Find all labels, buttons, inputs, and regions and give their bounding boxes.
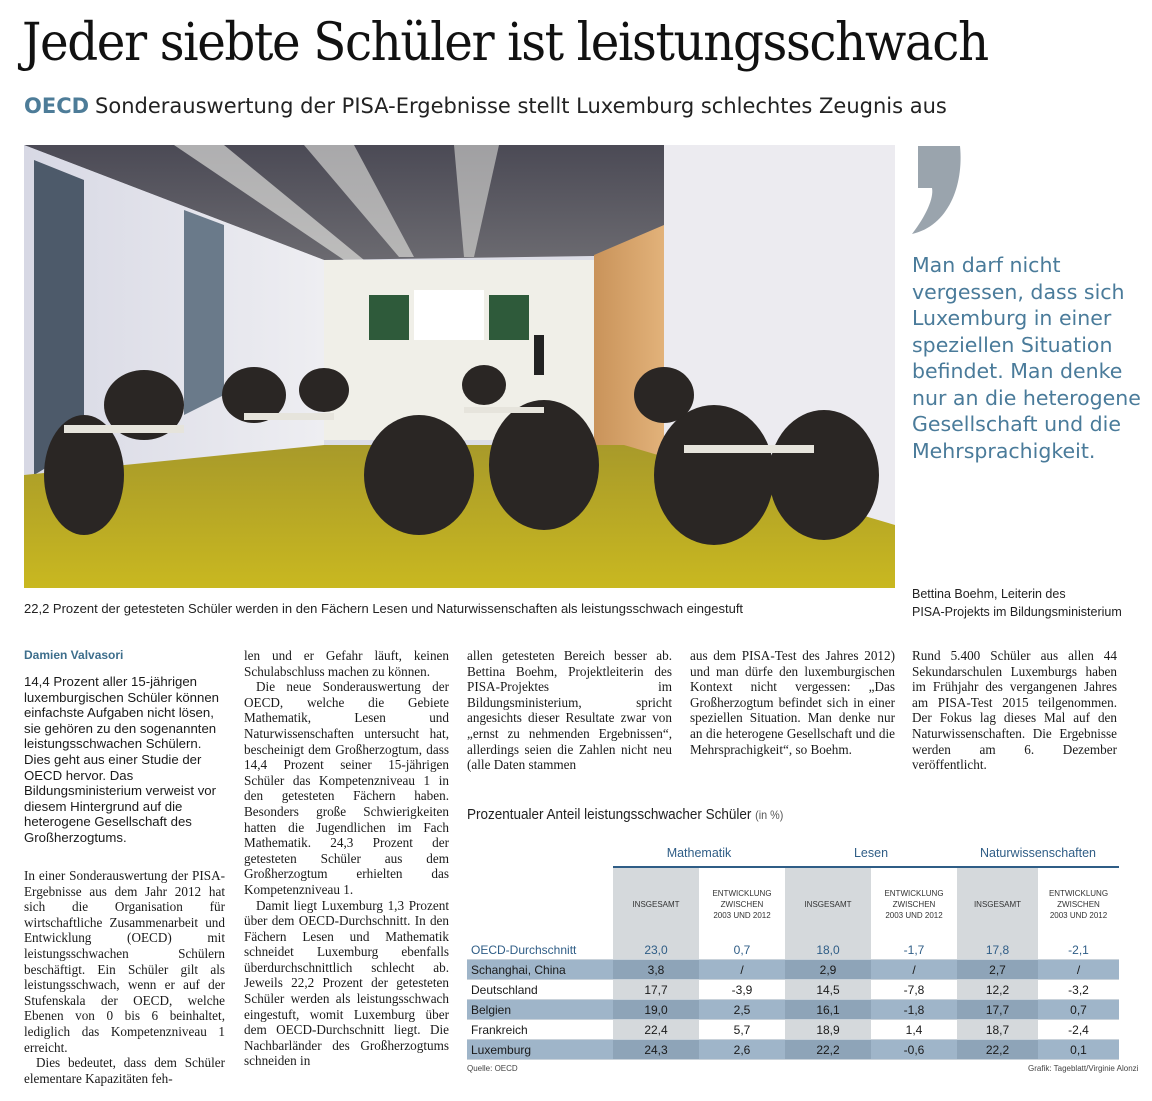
table-row-france [467, 1020, 1119, 1040]
table-credit: Grafik: Tageblatt/Virginie Alonzi [1028, 1064, 1139, 1073]
results-table [467, 840, 1119, 1060]
article-paragraph: allen getesteten Bereich besser ab. Bettina Boehm, Projektleiterin des PISA-Projektes im Bildungsministerium, spricht angesichts dieser Resultate zwar von „ernst zu nehmenden Ergebnissen“, allerdings seien die Zahlen nicht neu (alle Daten stammen [467, 648, 672, 773]
table-title [467, 806, 783, 823]
cell-science-total: 17,7 [957, 1000, 1038, 1020]
cell-science-dev: / [1038, 960, 1119, 980]
cell-science-dev: -2,4 [1038, 1020, 1119, 1040]
table-group-header [467, 840, 1119, 867]
cell-science-dev: 0,7 [1038, 1000, 1119, 1020]
row-label: Belgien [467, 1000, 613, 1020]
cell-science-total: 17,8 [957, 940, 1038, 960]
quote-author-line1: Bettina Boehm, Leiterin des [912, 587, 1066, 601]
article-paragraph: aus dem PISA-Test des Jahres 2012) und man dürfe den luxemburgischen Kontext nicht vergessen: „Das Großherzogtum befindet sich in einer speziellen Situation. Man denke nur an die heterogene Gesellschaft und die Mehrsprachigkeit“, so Boehm. [690, 648, 895, 757]
quote-mark-icon [908, 146, 968, 236]
cell-reading-dev: 1,4 [871, 1020, 957, 1040]
headline: Jeder siebte Schüler ist leistungsschwach [22, 13, 988, 73]
table-sub-header [467, 867, 1119, 940]
table-row-shanghai [467, 960, 1119, 980]
article-column-4 [690, 648, 895, 757]
article-author: Damien Valvasori [24, 648, 124, 662]
cell-math-total: 24,3 [613, 1040, 699, 1060]
sub-header-total: INSGESAMT [957, 867, 1038, 940]
classroom-photo-image [24, 145, 895, 588]
cell-math-total: 23,0 [613, 940, 699, 960]
cell-science-total: 18,7 [957, 1020, 1038, 1040]
table-corner [467, 867, 613, 940]
row-label: Frankreich [467, 1020, 613, 1040]
subhead [24, 94, 947, 118]
cell-reading-total: 16,1 [785, 1000, 871, 1020]
article-paragraph: Damit liegt Luxemburg 1,3 Prozent über dem OECD-Durchschnitt. In den Fächern Lesen und Mathematik schneidet Luxemburg ebenfalls überdurchschnittlich schlecht ab. Jeweils 22,2 Prozent der getesteten Schüler werden als leistungsschwach eingestuft, womit Luxemburg über dem OECD-Durchschnitt liegt. Die Nachbarländer des Großherzogtums schneiden in [244, 897, 449, 1069]
cell-math-dev: 2,5 [699, 1000, 785, 1020]
article-paragraph: len und er Gefahr läuft, keinen Schulabschluss machen zu können. [244, 648, 449, 679]
table-source: Quelle: OECD [467, 1064, 518, 1073]
pull-quote: Man darf nicht vergessen, dass sich Luxemburg in einer speziellen Situation befindet. Man denke nur an die heterogene Gesellschaft und die Mehrsprachigkeit. [912, 253, 1141, 463]
article-paragraph: Rund 5.400 Schüler aus allen 44 Sekundarschulen Luxemburgs haben im Frühjahr des vergangenen Jahres am PISA-Test 2015 teilgenommen. Der Fokus lag dieses Mal auf den Naturwissenschaften. Die Ergebnisse werden am 6. Dezember veröffentlicht. [912, 648, 1117, 773]
sub-header-total: INSGESAMT [613, 867, 699, 940]
table-row-luxembourg [467, 1040, 1119, 1060]
article-column-2 [244, 648, 449, 1069]
subhead-text: Sonderauswertung der PISA-Ergebnisse stellt Luxemburg schlechtes Zeugnis aus [95, 94, 947, 118]
cell-science-total: 12,2 [957, 980, 1038, 1000]
group-header-science: Naturwissenschaften [957, 840, 1119, 867]
cell-science-dev: -2,1 [1038, 940, 1119, 960]
article-column-3 [467, 648, 672, 773]
table-row-oecd [467, 940, 1119, 960]
cell-science-total: 22,2 [957, 1040, 1038, 1060]
article-paragraph: Dies bedeutet, dass dem Schüler elementare Kapazitäten feh- [24, 1055, 225, 1086]
sub-header-development: ENTWICKLUNG ZWISCHEN 2003 UND 2012 [1048, 888, 1109, 920]
cell-reading-total: 2,9 [785, 960, 871, 980]
row-label: Deutschland [467, 980, 613, 1000]
cell-reading-dev: -1,8 [871, 1000, 957, 1020]
article-column-5 [912, 648, 1117, 773]
row-label: Schanghai, China [467, 960, 613, 980]
sub-header-development: ENTWICKLUNG ZWISCHEN 2003 UND 2012 [712, 888, 772, 920]
group-header-reading: Lesen [785, 840, 957, 867]
article-paragraph: In einer Sonderauswertung der PISA-Ergebnisse aus dem Jahr 2012 hat sich die Organisation für wirtschaftliche Zusammenarbeit und Entwicklung (OECD) mit leistungsschwachen Schülern beschäftigt. Ein Schüler gilt als leistungsschwach, wenn er auf der Stufenskala der OECD, welche Ebenen von 0 bis 6 beinhaltet, lediglich das Kompetenzniveau 1 erreicht. [24, 868, 225, 1055]
cell-reading-total: 14,5 [785, 980, 871, 1000]
group-header-math: Mathematik [613, 840, 785, 867]
cell-math-total: 22,4 [613, 1020, 699, 1040]
subhead-kicker: OECD [24, 94, 90, 118]
table-row-belgium [467, 1000, 1119, 1020]
row-label: Luxemburg [467, 1040, 613, 1060]
cell-reading-total: 22,2 [785, 1040, 871, 1060]
cell-reading-dev: -7,8 [871, 980, 957, 1000]
cell-math-total: 19,0 [613, 1000, 699, 1020]
table-unit: (in %) [755, 808, 784, 822]
quote-author [912, 585, 1142, 621]
cell-math-total: 17,7 [613, 980, 699, 1000]
article-paragraph: Die neue Sonderauswertung der OECD, welche die Gebiete Mathematik, Lesen und Naturwissenschaften untersucht hat, bescheinigt dem Großherzogtum, dass 14,4 Prozent seiner 15-jährigen Schüler das Kompetenzniveau 1 in den getesteten Fächern haben. Besonders große Schwierigkeiten hatten die Jugendlichen im Fach Mathematik. 24,3 Prozent der getesteten Schüler aus dem Großherzogtum erhielten das Kompetenzniveau 1. [244, 679, 449, 897]
cell-math-dev: 0,7 [699, 940, 785, 960]
cell-reading-dev: -0,6 [871, 1040, 957, 1060]
article-column-1 [24, 868, 225, 1086]
cell-math-total: 3,8 [613, 960, 699, 980]
cell-science-total: 2,7 [957, 960, 1038, 980]
article-lead: 14,4 Prozent aller 15-jährigen luxemburgischen Schüler können einfachste Aufgaben nicht lösen, sie gehören zu den sogenannten leistungsschwachen Schülern. Dies geht aus einer Studie der OECD hervor. Das Bildungsministerium verweist vor diesem Hintergrund auf die heterogene Gesellschaft des Großherzogtums. [24, 674, 219, 845]
cell-reading-dev: -1,7 [871, 940, 957, 960]
cell-math-dev: -3,9 [699, 980, 785, 1000]
quote-author-line2: PISA-Projekts im Bildungsministerium [912, 605, 1122, 619]
cell-reading-total: 18,0 [785, 940, 871, 960]
classroom-photo [24, 145, 895, 588]
cell-science-dev: 0,1 [1038, 1040, 1119, 1060]
cell-science-dev: -3,2 [1038, 980, 1119, 1000]
table-row-germany [467, 980, 1119, 1000]
cell-math-dev: 5,7 [699, 1020, 785, 1040]
cell-reading-dev: / [871, 960, 957, 980]
cell-math-dev: / [699, 960, 785, 980]
cell-math-dev: 2,6 [699, 1040, 785, 1060]
sub-header-development: ENTWICKLUNG ZWISCHEN 2003 UND 2012 [884, 888, 944, 920]
cell-reading-total: 18,9 [785, 1020, 871, 1040]
table-corner [467, 840, 613, 867]
table-title-text: Prozentualer Anteil leistungsschwacher Schüler [467, 806, 752, 823]
row-label: OECD-Durchschnitt [467, 940, 613, 960]
sub-header-total: INSGESAMT [785, 867, 871, 940]
photo-caption: 22,2 Prozent der getesteten Schüler werden in den Fächern Lesen und Naturwissenschaften als leistungsschwach eingestuft [24, 601, 744, 616]
